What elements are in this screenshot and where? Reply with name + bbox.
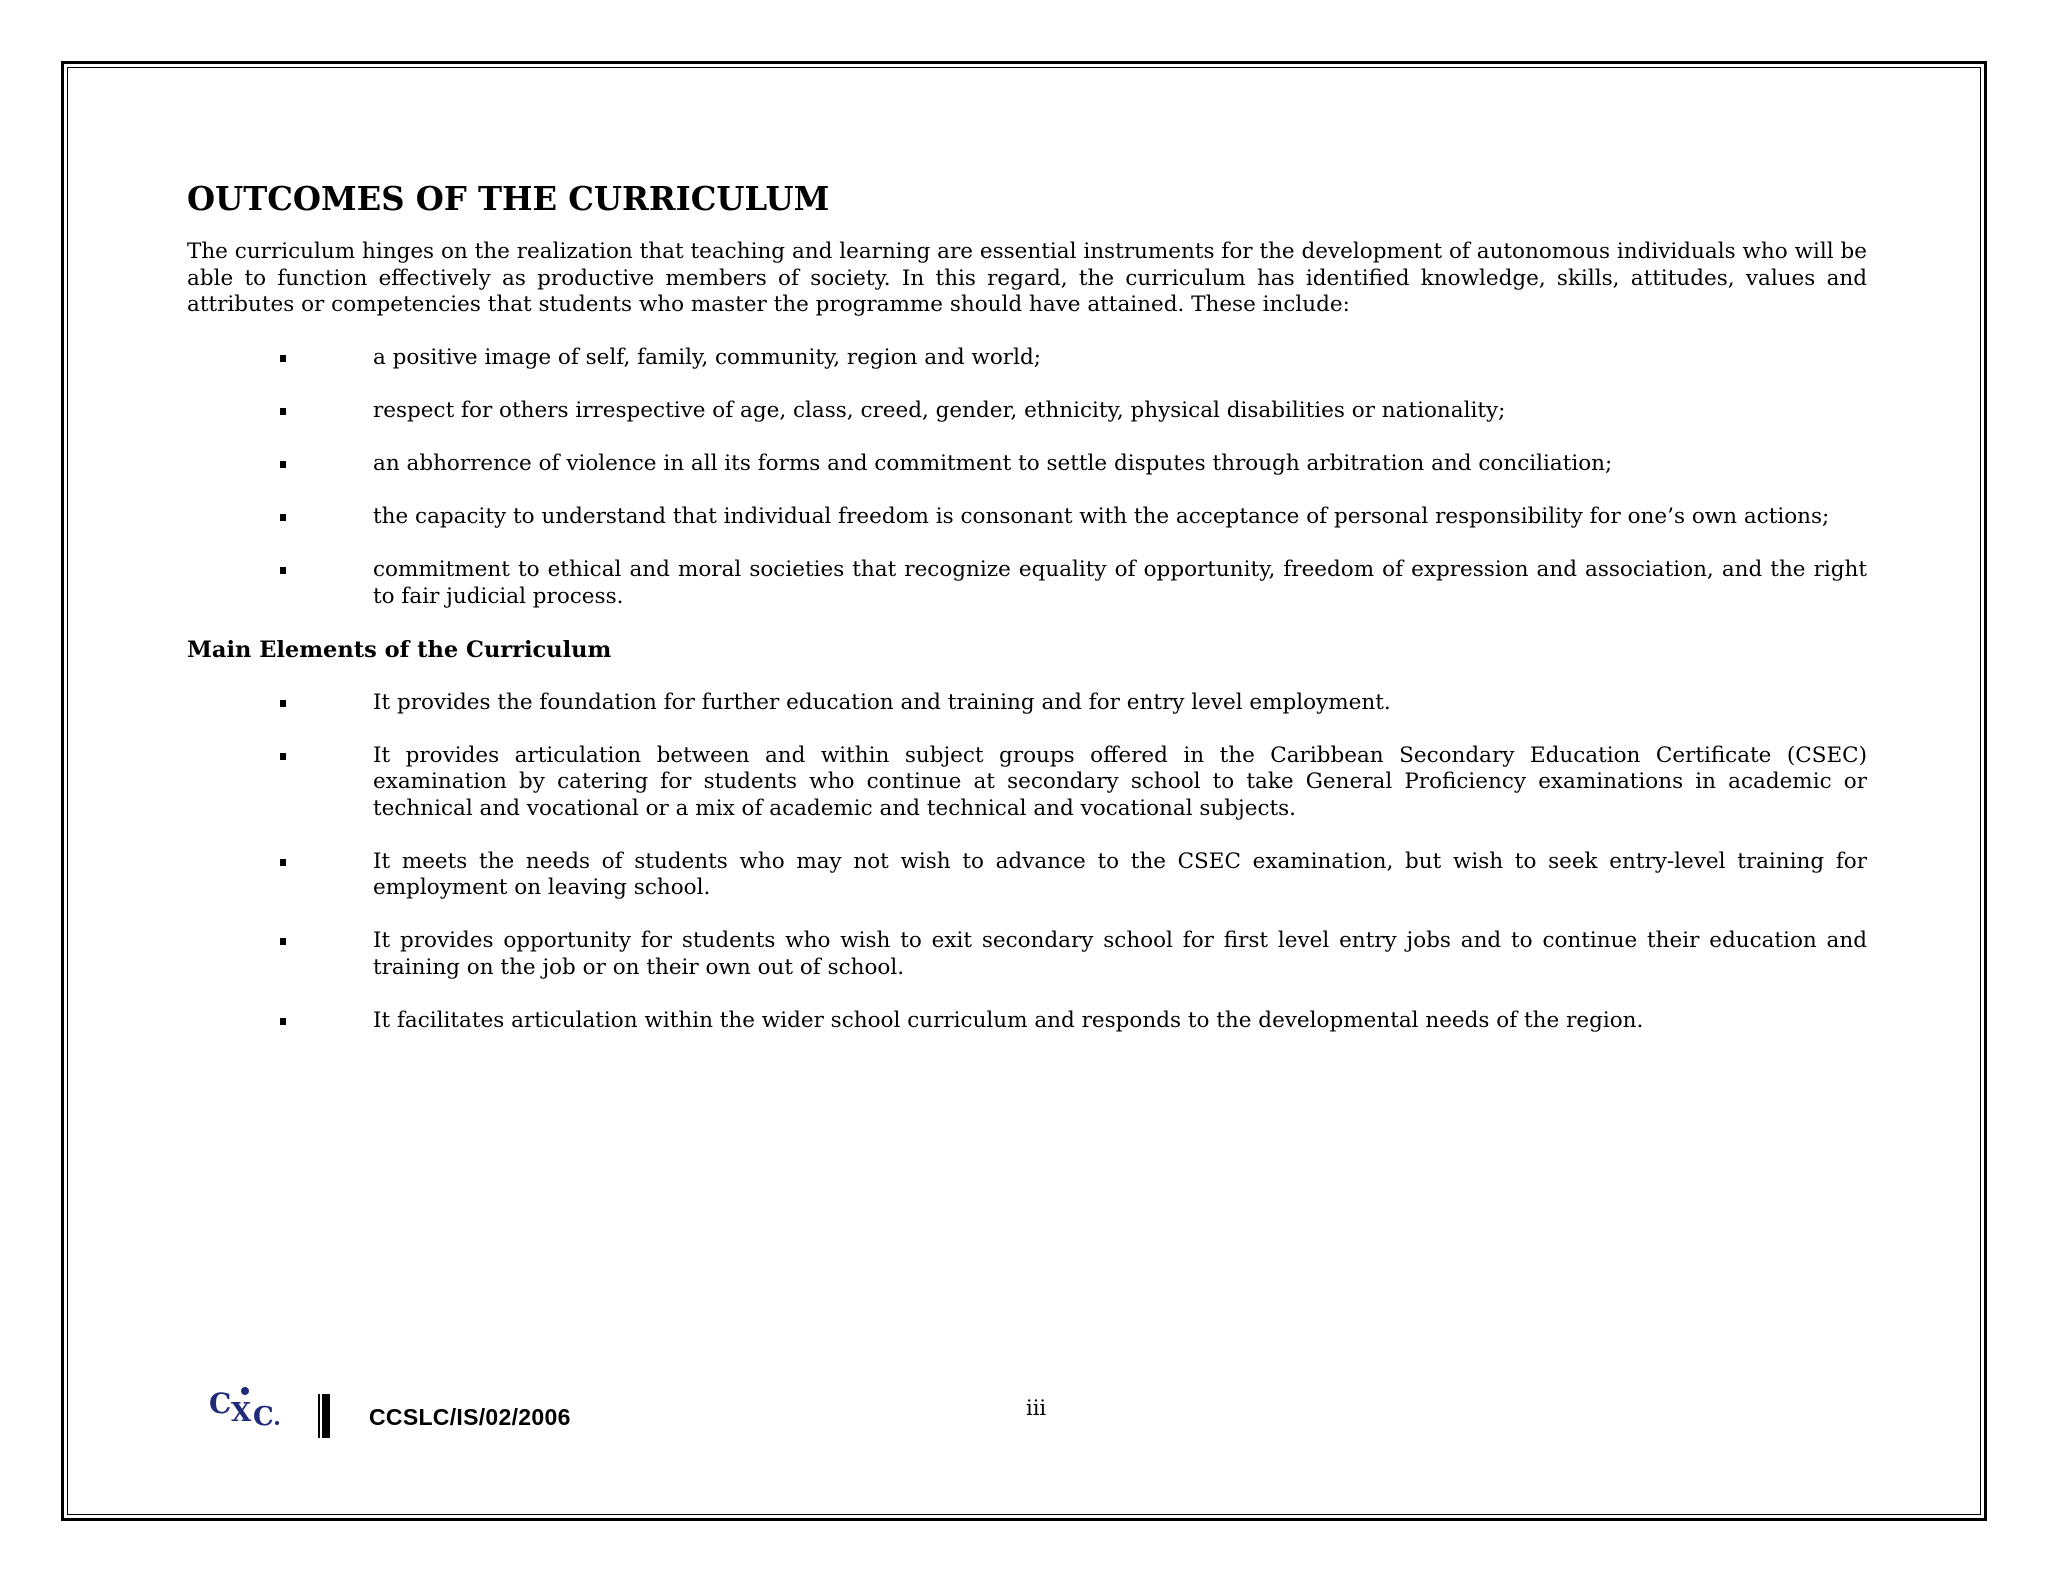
list-item-text: It provides the foundation for further education and training and for entry level employment. [373, 689, 1391, 715]
footer-divider-bold [322, 1394, 330, 1438]
list-item-text: It meets the needs of students who may not wish to advance to the CSEC examination, but wish to seek entry-level training for employment on leaving school. [373, 848, 1867, 900]
list-item [187, 557, 1867, 610]
list-item-text: the capacity to understand that individual freedom is consonant with the acceptance of personal responsibility for one’s own actions; [373, 504, 1830, 529]
bullet-icon [280, 859, 286, 866]
bullet-icon [280, 753, 286, 760]
outcomes-list [187, 345, 1867, 610]
svg-text:X: X [231, 1398, 252, 1428]
bullet-icon [280, 1018, 286, 1025]
list-item [187, 743, 1867, 823]
bullet-icon [280, 461, 286, 468]
svg-text:C: C [209, 1387, 232, 1420]
bullet-icon [280, 567, 286, 574]
bullet-icon [280, 700, 286, 707]
list-item [187, 1008, 1867, 1035]
list-item-text: respect for others irrespective of age, class, creed, gender, ethnicity, physical disabilities or nationality; [373, 398, 1506, 423]
cxc-logo-icon [207, 1385, 283, 1429]
list-item-text: commitment to ethical and moral societies that recognize equality of opportunity, freedom of expression and association, and the right to fair judicial process. [373, 557, 1867, 609]
footer-divider [318, 1394, 320, 1438]
list-item [187, 504, 1867, 531]
bullet-icon [280, 408, 286, 415]
page-number: iii [1026, 1396, 1047, 1420]
list-item-text: It provides opportunity for students who wish to exit secondary school for first level entry jobs and to continue their education and training on the job or on their own out of school. [373, 928, 1867, 980]
list-item [187, 928, 1867, 981]
list-item-text: It facilitates articulation within the wider school curriculum and responds to the developmental needs of the region. [373, 1007, 1644, 1033]
list-item [187, 398, 1867, 425]
document-code: CCSLC/IS/02/2006 [369, 1404, 571, 1430]
svg-text:C: C [253, 1402, 274, 1429]
elements-title: Main Elements of the Curriculum [187, 636, 612, 663]
intro-paragraph: The curriculum hinges on the realization that teaching and learning are essential instruments for the development of autonomous individuals who will be able to function effectively as productive members of society. In this regard, the curriculum has identified knowledge, skills, attitudes, values and attributes or competencies that students who master the programme should have attained. These include: [187, 239, 1867, 317]
list-item-text: a positive image of self, family, community, region and world; [373, 345, 1041, 370]
bullet-icon [280, 514, 286, 521]
section-title: OUTCOMES OF THE CURRICULUM [187, 180, 830, 218]
list-item [187, 345, 1867, 372]
list-item [187, 849, 1867, 902]
bullet-icon [280, 938, 286, 945]
list-item [187, 451, 1867, 478]
list-item [187, 690, 1867, 717]
page-content [187, 180, 1867, 1034]
list-item-text: It provides articulation between and within subject groups offered in the Caribbean Secondary Education Certificate (CSEC) examination by catering for students who continue at secondary school to take General Proficiency examinations in academic or technical and vocational or a mix of academic and technical and vocational subjects. [373, 742, 1867, 821]
elements-list [187, 690, 1867, 1035]
bullet-icon [280, 355, 286, 362]
list-item-text: an abhorrence of violence in all its forms and commitment to settle disputes through arbitration and conciliation; [373, 451, 1613, 476]
